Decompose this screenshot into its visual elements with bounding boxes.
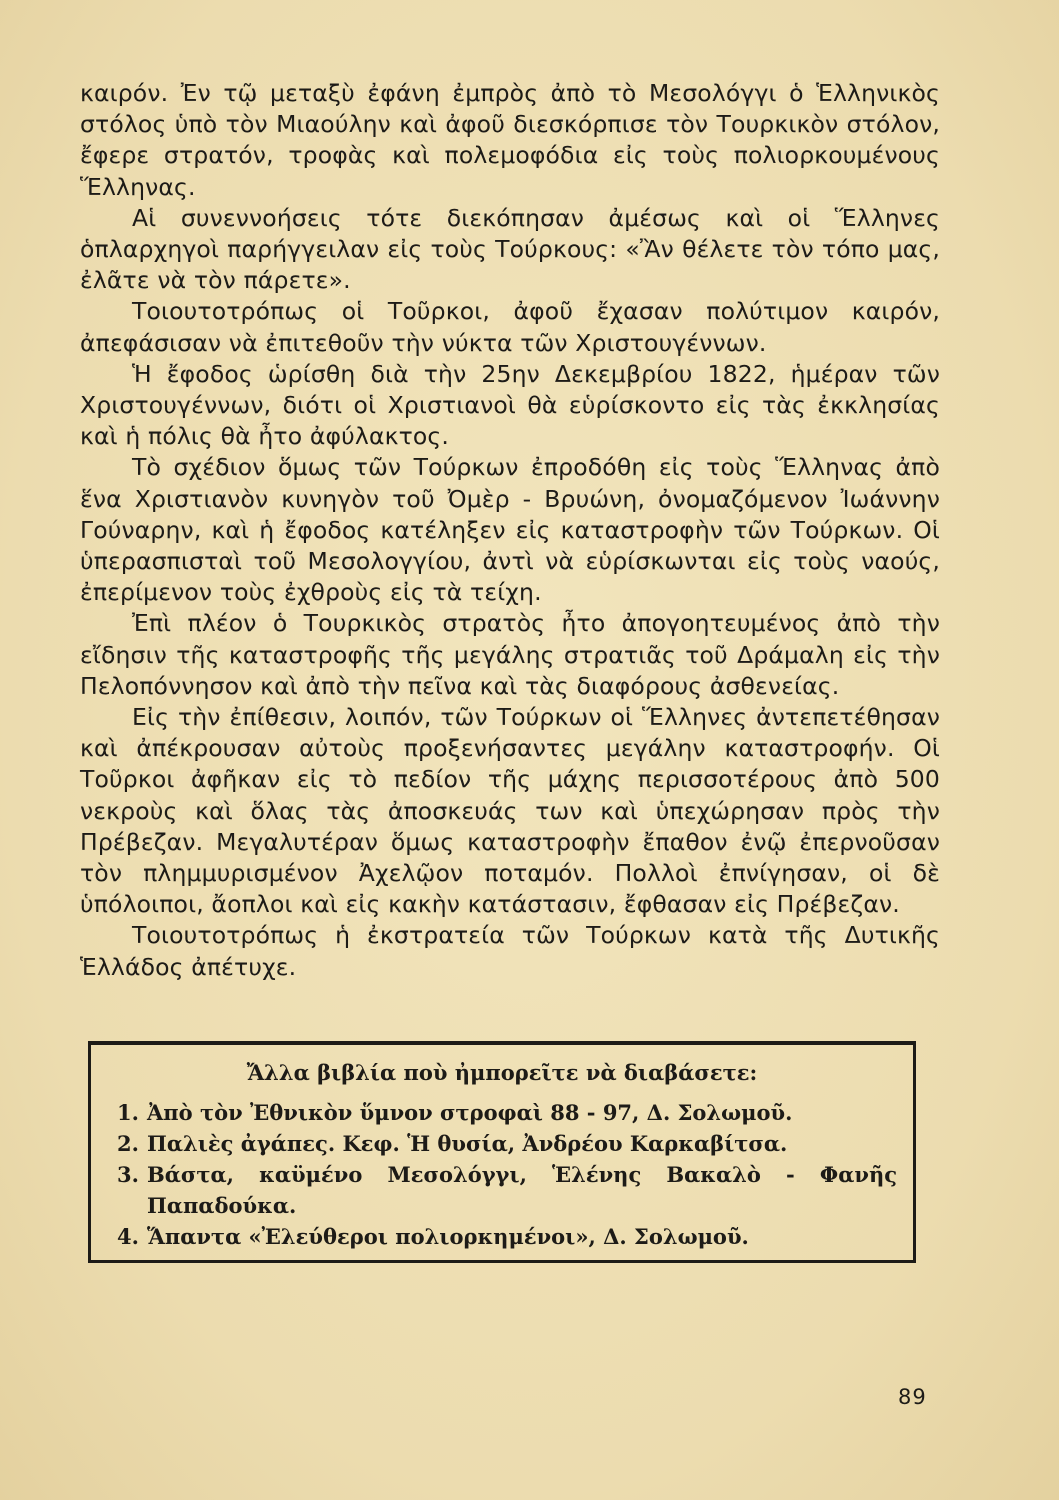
reading-item-title: Ἀπὸ τὸν Ἐθνικὸν ὕμνον στροφαὶ 88 - 97, Δ. Σολωμοῦ. [147, 1100, 793, 1125]
reading-item-title: Παλιὲς ἀγάπες. Κεφ. Ἡ θυσία, Ἀνδρέου Καρκαβίτσα. [147, 1131, 788, 1156]
paragraph-3: Τοιουτοτρόπως οἱ Τοῦρκοι, ἀφοῦ ἔχασαν πολύτιμον καιρόν, ἀπεφάσισαν νὰ ἐπιτεθοῦν τὴν νύκτα τῶν Χριστουγέννων. [80, 297, 940, 357]
further-reading-box [88, 1041, 916, 1263]
reading-item-title: Βάστα, καϋμένο Μεσολόγγι, Ἑλένης Βακαλὸ - Φανῆς Παπαδούκα. [147, 1162, 897, 1218]
reading-item [117, 1128, 897, 1159]
paragraph-8: Τοιουτοτρόπως ἡ ἐκστρατεία τῶν Τούρκων κατὰ τῆς Δυτικῆς Ἑλλάδος ἀπέτυχε. [80, 921, 940, 981]
reading-item-number: 4. [117, 1224, 139, 1249]
body-text [80, 78, 940, 983]
reading-item [117, 1097, 897, 1128]
paragraph-5: Τὸ σχέδιον ὅμως τῶν Τούρκων ἐπροδόθη εἰς τοὺς Ἕλληνας ἀπὸ ἕνα Χριστιανὸν κυνηγὸν τοῦ Ὀμὲρ - Βρυώνη, ὀνομαζόμενον Ἰωάννην Γούναρην, καὶ ἡ ἔφοδος κατέληξεν εἰς καταστροφὴν τῶν Τούρκων. Οἱ ὑπερασπισταὶ τοῦ Μεσολογγίου, ἀντὶ νὰ εὑρίσκωνται εἰς τοὺς ναούς, ἐπερίμενον τοὺς ἐχθροὺς εἰς τὰ τείχη. [80, 453, 940, 607]
further-reading-title: Ἄλλα βιβλία ποὺ ἠμπορεῖτε νὰ διαβάσετε: [246, 1060, 758, 1085]
reading-item-number: 3. [117, 1162, 139, 1187]
reading-item [117, 1159, 897, 1221]
paragraph-7: Εἰς τὴν ἐπίθεσιν, λοιπόν, τῶν Τούρκων οἱ Ἕλληνες ἀντεπετέθησαν καὶ ἀπέκρουσαν αὐτοὺς προξενήσαντες μεγάλην καταστροφήν. Οἱ Τοῦρκοι ἀφῆκαν εἰς τὸ πεδίον τῆς μάχης περισσοτέρους ἀπὸ 500 νεκροὺς καὶ ὅλας τὰς ἀποσκευάς των καὶ ὑπεχώρησαν πρὸς τὴν Πρέβεζαν. Μεγαλυτέραν ὅμως καταστροφὴν ἔπαθον ἐνῷ ἐπερνοῦσαν τὸν πλημμυρισμένον Ἀχελῷον ποταμόν. Πολλοὶ ἐπνίγησαν, οἱ δὲ ὑπόλοιποι, ἄοπλοι καὶ εἰς κακὴν κατάστασιν, ἔφθασαν εἰς Πρέβεζαν. [80, 703, 940, 919]
further-reading-list [117, 1097, 897, 1252]
reading-item-number: 1. [117, 1100, 139, 1125]
paragraph-4: Ἡ ἔφοδος ὡρίσθη διὰ τὴν 25ην Δεκεμβρίου 1822, ἡμέραν τῶν Χριστουγέννων, διότι οἱ Χριστιανοὶ θὰ εὑρίσκοντο εἰς τὰς ἐκκλησίας καὶ ἡ πόλις θὰ ἦτο ἀφύλακτος. [80, 359, 940, 451]
reading-item [117, 1221, 897, 1252]
paragraph-1: καιρόν. Ἐν τῷ μεταξὺ ἐφάνη ἐμπρὸς ἀπὸ τὸ Μεσολόγγι ὁ Ἑλληνικὸς στόλος ὑπὸ τὸν Μιαούλην καὶ ἀφοῦ διεσκόρπισε τὸν Τουρκικὸν στόλον, ἔφερε στρατόν, τροφὰς καὶ πολεμοφόδια εἰς τοὺς πολιορκουμένους Ἕλληνας. [80, 79, 940, 201]
page-number: 89 [898, 1385, 927, 1409]
reading-item-number: 2. [117, 1131, 139, 1156]
paragraph-2: Αἱ συνεννοήσεις τότε διεκόπησαν ἀμέσως καὶ οἱ Ἕλληνες ὁπλαρχηγοὶ παρήγγειλαν εἰς τοὺς Τούρκους: «Ἂν θέλετε τὸν τόπο μας, ἐλᾶτε νὰ τὸν πάρετε». [80, 203, 940, 295]
reading-item-title: Ἅπαντα «Ἐλεύθεροι πολιορκημένοι», Δ. Σολωμοῦ. [147, 1224, 749, 1249]
paragraph-6: Ἐπὶ πλέον ὁ Τουρκικὸς στρατὸς ἦτο ἀπογοητευμένος ἀπὸ τὴν εἴδησιν τῆς καταστροφῆς τῆς μεγάλης στρατιᾶς τοῦ Δράμαλη εἰς τὴν Πελοπόννησον καὶ ἀπὸ τὴν πεῖνα καὶ τὰς διαφόρους ἀσθενείας. [80, 609, 940, 700]
